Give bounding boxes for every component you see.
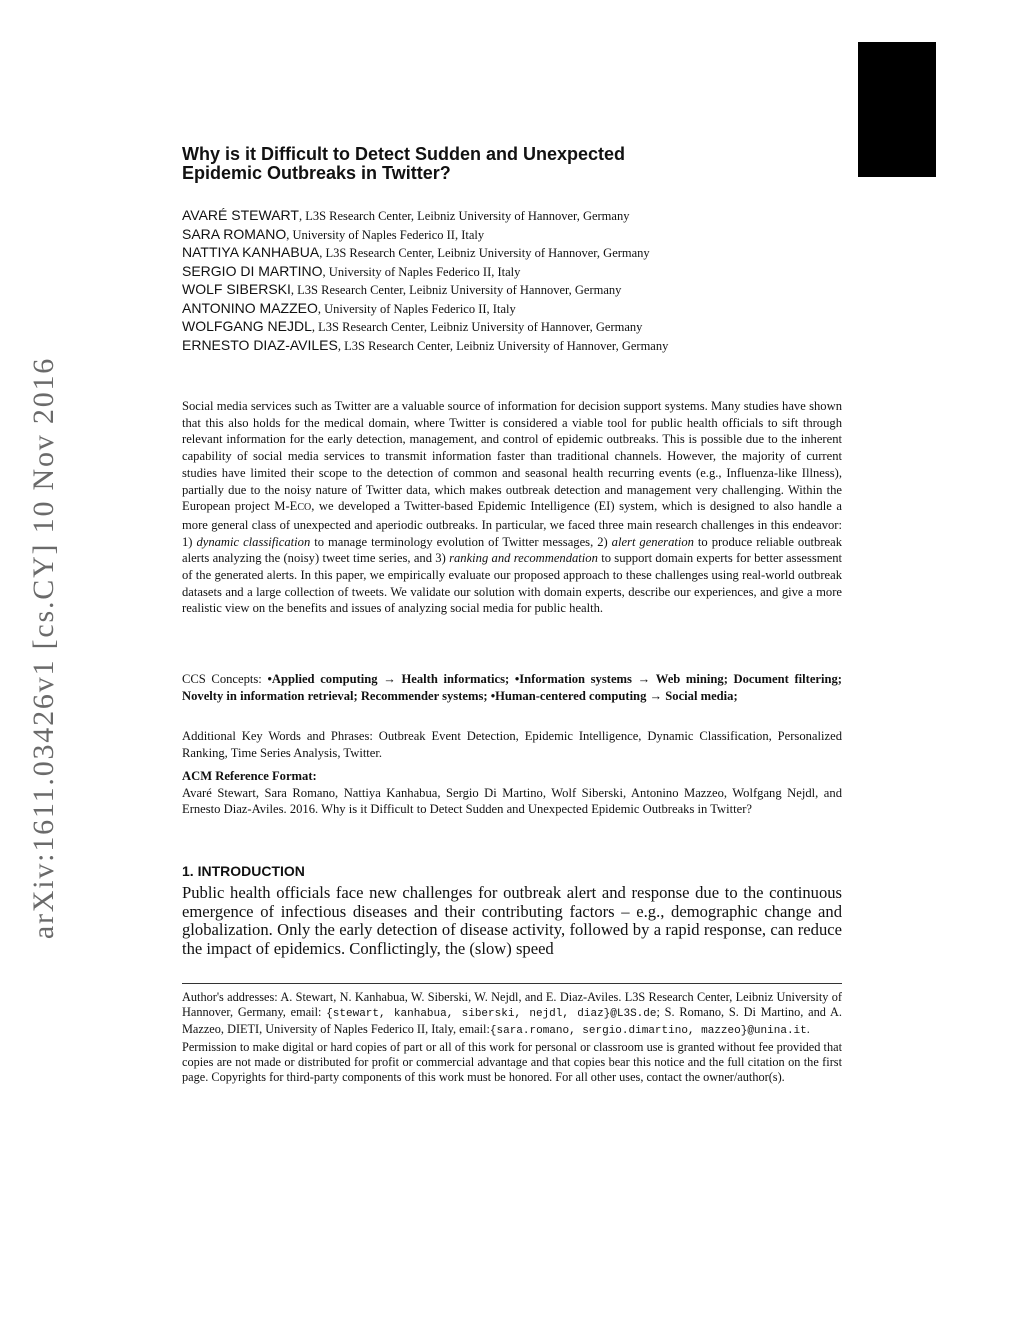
author-affiliation: , L3S Research Center, Leibniz University of Hannover, Germany: [298, 209, 630, 223]
arxiv-identifier: arXiv:1611.03426v1 [cs.CY] 10 Nov 2016: [27, 356, 60, 940]
author-name: WOLFGANG NEJDL: [182, 318, 312, 334]
corner-marker-block: [858, 42, 936, 177]
author-entry: [182, 337, 842, 356]
ccs-concepts: [182, 671, 842, 704]
footnote-text: .: [806, 1022, 810, 1037]
abstract-emphasis: ranking and recommendation: [449, 551, 598, 566]
author-name: NATTIYA KANHABUA: [182, 244, 320, 260]
footnote-text: ; S. Romano, S. Di Martino, and A. Mazzeo, DIETI, University of Naples Federico II, Italy, email:: [182, 1005, 842, 1037]
abstract-text: , we developed a Twitter-based Epidemic Intelligence (EI) system, which is designed to also handle a more general class of unexpected and aperiodic outbreaks. In particular, we faced three main research challenges in this endeavor: 1): [182, 499, 842, 549]
author-entry: [182, 226, 842, 245]
ccs-concept: Social media;: [665, 688, 738, 703]
ccs-concept: Health informatics;: [401, 672, 515, 686]
author-list: [182, 207, 842, 355]
author-entry: [182, 207, 842, 226]
title-line-1: Why is it Difficult to Detect Sudden and Unexpected: [182, 144, 626, 164]
acm-reference-heading: ACM Reference Format:: [182, 769, 317, 783]
ccs-arrow: →: [631, 672, 656, 686]
author-addresses: [182, 990, 842, 1040]
author-name: ERNESTO DIAZ-AVILES: [182, 336, 338, 353]
abstract-text: to produce reliable outbreak alerts analyzing the (noisy) tweet time series, and 3): [182, 534, 842, 566]
abstract-text: to support domain experts for better assessment of the generated alerts. In this paper, we empirically evaluate our proposed approach to these challenges using real-world outbreak datasets and a large collection of tweets. We validate our solution with domain experts, describe our experiences, and give a more realistic view on the benefits and issues of analyzing social media for public health.: [182, 551, 842, 616]
author-name: ANTONINO MAZZEO: [182, 299, 318, 316]
footnote-text: Author's addresses: A. Stewart, N. Kanhabua, W. Siberski, W. Nejdl, and E. Diaz-Aviles. L3S Research Center, Leibniz University of Hannover, Germany, email:: [182, 990, 842, 1020]
title-line-2: Epidemic Outbreaks in Twitter?: [182, 163, 451, 183]
ccs-arrow: →: [646, 688, 666, 703]
ccs-concept: •Applied computing: [267, 672, 378, 686]
ccs-arrow: →: [377, 672, 402, 686]
ccs-concept: •Human-centered computing: [490, 688, 647, 703]
author-affiliation: , University of Naples Federico II, Italy: [286, 227, 485, 242]
author-affiliation: , L3S Research Center, Leibniz University of Hannover, Germany: [290, 283, 622, 297]
abstract-text: to manage terminology evolution of Twitter messages, 2): [310, 534, 612, 549]
email-l3s: {stewart, kanhabua, siberski, nejdl, diaz}@L3S.de: [326, 1008, 657, 1021]
author-name: AVARÉ STEWART: [182, 207, 299, 223]
abstract-emphasis: dynamic classification: [196, 534, 311, 549]
acm-reference-text: Avaré Stewart, Sara Romano, Nattiya Kanhabua, Sergio Di Martino, Wolf Siberski, Antonino Mazzeo, Wolfgang Nejdl, and Ernesto Diaz-Aviles. 2016. Why is it Difficult to Detect Sudden and Unexpected Epidemic Outbreaks in Twitter?: [182, 785, 842, 817]
author-entry: [182, 281, 842, 300]
paper-title: [182, 145, 802, 183]
footnote-divider: [182, 983, 842, 984]
author-entry: [182, 244, 842, 263]
author-entry: [182, 300, 842, 319]
author-affiliation: , L3S Research Center, Leibniz University of Hannover, Germany: [311, 320, 643, 334]
abstract-text: Social media services such as Twitter are a valuable source of information for decision support systems. Many studies have shown that this also holds for the medical domain, where Twitter is considered a viable tool for public health officials to sift through relevant information for the early detection, management, and control of epidemic outbreaks. This is possible due to the inherent capability of social media services to transmit information faster than traditional channels. However, the majority of current studies have limited their scope to the detection of common and seasonal health recurring events (e.g., Influenza-like Illness), partially due to the noisy nature of Twitter data, which makes outbreak detection and management very challenging. Within the European project M-E: [182, 399, 842, 514]
email-unina: {sara.romano, sergio.dimartino, mazzeo}@unina.it: [489, 1025, 807, 1038]
author-affiliation: , L3S Research Center, Leibniz University of Hannover, Germany: [319, 246, 650, 260]
author-name: WOLF SIBERSKI: [182, 281, 291, 297]
abstract: [182, 398, 842, 617]
keywords: Additional Key Words and Phrases: Outbreak Event Detection, Epidemic Intelligence, Dynamic Classification, Personalized Ranking, Time Series Analysis, Twitter.: [182, 729, 842, 760]
author-entry: [182, 263, 842, 282]
author-affiliation: , University of Naples Federico II, Italy: [322, 264, 521, 279]
introduction-text: Public health officials face new challenges for outbreak alert and response due to the continuous emergence of infectious diseases and their contributing factors – e.g., demographic change and globalization. Only the early detection of disease activity, followed by a rapid response, can reduce the impact of epidemics. Conflictingly, the (slow) speed: [182, 883, 842, 958]
author-affiliation: , L3S Research Center, Leibniz University of Hannover, Germany: [337, 338, 669, 353]
footnote: [182, 990, 842, 1085]
ccs-label: CCS Concepts:: [182, 672, 268, 686]
abstract-eco-smallcaps: CO: [297, 502, 312, 514]
author-name: SARA ROMANO: [182, 225, 287, 242]
permission-notice: Permission to make digital or hard copies of part or all of this work for personal or classroom use is granted without fee provided that copies are not made or distributed for profit or commercial advantage and that copies bear this notice and the full citation on the first page. Copyrights for third-party components of this work must be honored. For all other uses, contact the owner/author(s).: [182, 1039, 842, 1085]
author-name: SERGIO DI MARTINO: [182, 262, 323, 279]
ccs-concept: •Information systems: [514, 672, 632, 686]
author-entry: [182, 318, 842, 337]
acm-reference: [182, 768, 842, 818]
author-affiliation: , University of Naples Federico II, Italy: [317, 301, 516, 316]
abstract-emphasis: alert generation: [611, 534, 694, 549]
section-heading: 1. INTRODUCTION: [182, 863, 305, 879]
ccs-concept: Web mining; Document filtering; Novelty in information retrieval; Recommender systems;: [182, 672, 842, 703]
